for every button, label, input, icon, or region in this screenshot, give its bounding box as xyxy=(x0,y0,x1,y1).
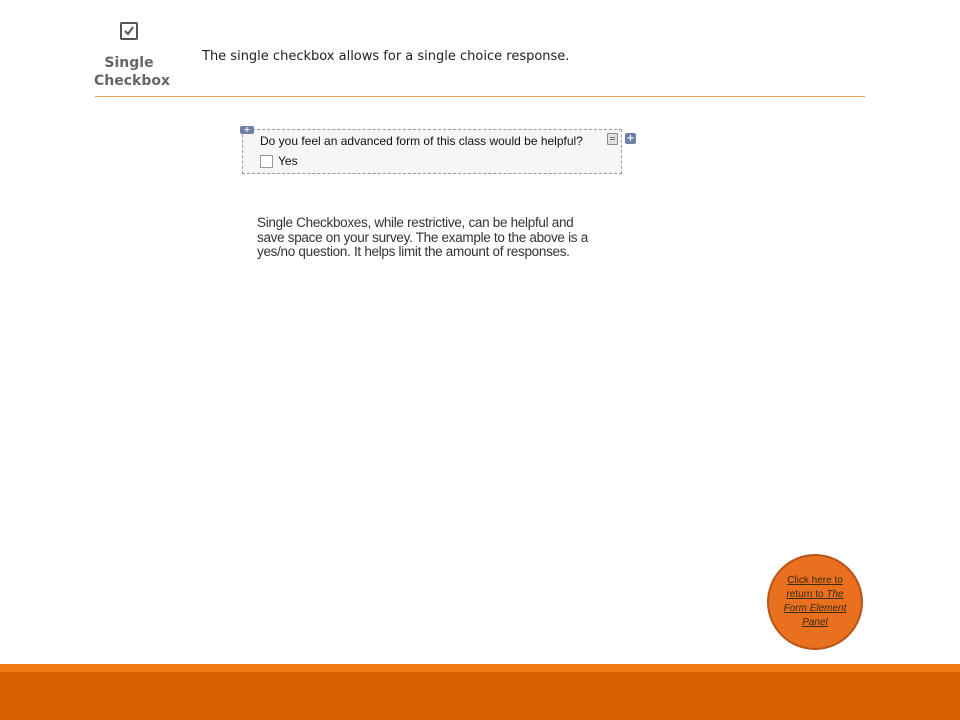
header-divider xyxy=(95,96,865,97)
yes-checkbox[interactable] xyxy=(260,155,273,168)
add-question-above-icon[interactable]: + xyxy=(240,126,254,134)
option-label: Yes xyxy=(278,154,298,168)
question-preview xyxy=(242,125,622,174)
return-to-panel-button[interactable] xyxy=(767,554,863,650)
trash-icon[interactable] xyxy=(607,133,618,145)
element-label: Single Checkbox xyxy=(94,55,171,89)
question-text: Do you feel an advanced form of this class would be helpful? xyxy=(260,134,583,148)
explanation-text: Single Checkboxes, while restrictive, can be helpful and save space on your survey. The example to the above is a yes/no question. It helps limit the amount of responses. xyxy=(257,215,588,259)
footer-band xyxy=(0,672,960,720)
option-row xyxy=(260,154,298,168)
return-link-target: The Form Element Panel xyxy=(783,589,847,628)
return-link[interactable] xyxy=(777,574,853,630)
return-link-prefix: Click here to return to xyxy=(786,575,843,600)
footer-accent-line xyxy=(0,664,960,672)
checkbox-checked-icon xyxy=(120,22,138,40)
add-question-below-icon[interactable]: + xyxy=(626,133,635,144)
element-description: The single checkbox allows for a single choice response. xyxy=(202,49,570,64)
single-checkbox-element-icon xyxy=(94,18,171,92)
